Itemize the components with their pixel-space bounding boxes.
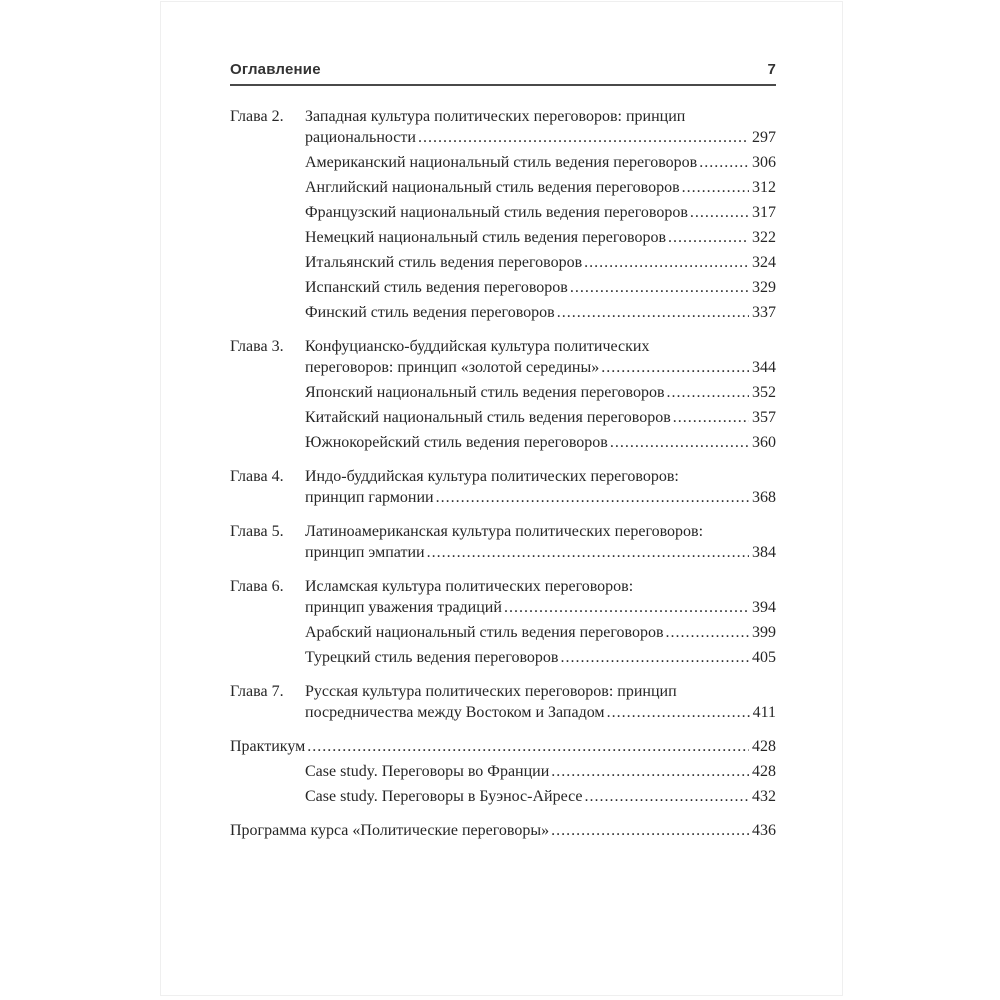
toc-entry-label [230,622,305,643]
toc-line [305,336,776,357]
toc-page-ref: 357 [752,409,776,426]
dot-leader [690,202,749,223]
dot-leader [682,177,749,198]
toc-line [230,820,776,841]
toc-entry [230,227,776,248]
toc-list [230,106,776,841]
toc-page-ref: 399 [752,624,776,641]
toc-entry-label: Глава 3. [230,338,284,355]
toc-entry-body [305,227,776,248]
toc-line-text: Латиноамериканская культура политических переговоров: [305,523,704,540]
dot-leader [436,487,749,508]
toc-entry [230,466,776,508]
toc-entry [230,521,776,563]
dot-leader [418,127,749,148]
toc-entry-body [305,681,776,723]
toc-entry-body [305,177,776,198]
toc-line-text: Программа курса «Политические переговоры» [230,822,550,839]
toc-entry [230,736,776,757]
toc-entry-label [230,786,305,807]
toc-entry [230,761,776,782]
toc-page-ref: 360 [752,434,776,451]
dot-leader [666,622,750,643]
toc-page-ref: 312 [752,179,776,196]
toc-line [305,227,776,248]
toc-line-text: Китайский национальный стиль ведения переговоров [305,409,671,426]
toc-page-ref: 344 [752,359,776,376]
toc-line [305,277,776,298]
toc-entry-label [230,302,305,323]
toc-line [305,521,776,542]
toc-entry-label [230,407,305,428]
toc-entry [230,681,776,723]
toc-page-ref: 384 [752,544,776,561]
toc-line [305,152,776,173]
dot-leader [668,227,749,248]
toc-entry-body [305,152,776,173]
toc-entry-body [305,466,776,508]
toc-line [305,702,776,723]
toc-entry-body [305,382,776,403]
toc-entry-body [305,106,776,148]
toc-page-ref: 405 [752,649,776,666]
toc-page-ref: 306 [752,154,776,171]
dot-leader [610,432,749,453]
dot-leader [557,302,749,323]
toc-entry [230,576,776,618]
toc-line-text: принцип гармонии [305,489,434,506]
toc-line-text: Японский национальный стиль ведения переговоров [305,384,665,401]
toc-entry [230,302,776,323]
dot-leader [504,597,749,618]
toc-entry [230,432,776,453]
toc-line [305,647,776,668]
page-header [230,62,776,86]
toc-entry [230,152,776,173]
toc-line-text: Арабский национальный стиль ведения переговоров [305,624,664,641]
toc-entry [230,647,776,668]
toc-entry-body [230,820,776,841]
dot-leader [584,786,749,807]
toc-entry-body [305,521,776,563]
toc-entry-label [230,177,305,198]
toc-line-text: Английский национальный стиль ведения переговоров [305,179,680,196]
dot-leader [601,357,749,378]
dot-leader [584,252,749,273]
toc-entry [230,622,776,643]
toc-entry-label [230,277,305,298]
toc-entry-label [230,382,305,403]
toc-page-ref: 428 [752,738,776,755]
toc-line-text: Американский национальный стиль ведения переговоров [305,154,698,171]
toc-line-text: Case study. Переговоры во Франции [305,763,550,780]
toc-entry [230,277,776,298]
dot-leader [570,277,749,298]
toc-line-text: Case study. Переговоры в Буэнос-Айресе [305,788,583,805]
toc-line-text: принцип эмпатии [305,544,425,561]
toc-line-text: Французский национальный стиль ведения переговоров [305,204,688,221]
toc-entry-label [230,252,305,273]
toc-line-text: Турецкий стиль ведения переговоров [305,649,559,666]
toc-entry [230,336,776,378]
dot-leader [667,382,750,403]
toc-line [305,466,776,487]
toc-page-ref: 394 [752,599,776,616]
toc-line [305,177,776,198]
toc-entry-label [230,152,305,173]
toc-page-ref: 368 [752,489,776,506]
dot-leader [673,407,749,428]
toc-entry-body [305,336,776,378]
toc-page-ref: 329 [752,279,776,296]
toc-line-text: Немецкий национальный стиль ведения переговоров [305,229,667,246]
toc-page-ref: 432 [752,788,776,805]
toc-page-ref: 324 [752,254,776,271]
dot-leader [699,152,749,173]
dot-leader [427,542,749,563]
toc-entry-label: Глава 4. [230,468,284,485]
toc-entry-label: Глава 7. [230,683,284,700]
toc-line [305,382,776,403]
toc-line-text: Индо-буддийская культура политических переговоров: [305,468,679,485]
toc-entry-body [305,786,776,807]
toc-entry [230,407,776,428]
toc-line [305,761,776,782]
page-number: 7 [767,61,776,78]
toc-entry-body [305,761,776,782]
toc-page-ref: 436 [752,822,776,839]
dot-leader [551,761,749,782]
toc-line-text: переговоров: принцип «золотой середины» [305,359,600,376]
toc-line-text: Испанский стиль ведения переговоров [305,279,568,296]
toc-page-ref: 411 [752,704,776,721]
dot-leader [551,820,749,841]
toc-entry [230,177,776,198]
page-title: Оглавление [230,61,321,78]
toc-line [305,432,776,453]
toc-entry-label: Глава 2. [230,108,284,125]
toc-entry [230,106,776,148]
toc-page-ref: 337 [752,304,776,321]
toc-entry-body [305,432,776,453]
toc-entry [230,786,776,807]
toc-line [305,252,776,273]
toc-line-text: посредничества между Востоком и Западом [305,704,605,721]
toc-line-text: Исламская культура политических переговоров: [305,578,634,595]
toc-entry-label [230,647,305,668]
toc-entry-body [305,407,776,428]
toc-line-text: Итальянский стиль ведения переговоров [305,254,583,271]
dot-leader [560,647,749,668]
toc-line-text: Южнокорейский стиль ведения переговоров [305,434,608,451]
toc-line [305,127,776,148]
toc-entry-body [305,622,776,643]
toc-line-text: принцип уважения традиций [305,599,502,616]
toc-line [305,786,776,807]
toc-line [305,407,776,428]
toc-line-text: Конфуцианско-буддийская культура политических [305,338,650,355]
toc-line-text: Русская культура политических переговоров: принцип [305,683,677,700]
toc-line [305,202,776,223]
toc-entry-label [230,432,305,453]
toc-entry-body [305,647,776,668]
page-content [230,62,776,841]
toc-line [305,302,776,323]
toc-entry-label [230,202,305,223]
toc-line [305,597,776,618]
dot-leader [607,702,750,723]
toc-entry-label: Глава 5. [230,523,284,540]
toc-entry [230,202,776,223]
toc-line-text: Западная культура политических переговоров: принцип [305,108,686,125]
toc-entry-body [305,277,776,298]
toc-page-ref: 317 [752,204,776,221]
toc-line [305,357,776,378]
dot-leader [307,736,749,757]
toc-line [305,622,776,643]
toc-line-text: Практикум [230,738,306,755]
toc-page-ref: 352 [752,384,776,401]
toc-line [305,487,776,508]
toc-line-text: рациональности [305,129,416,146]
toc-entry-body [305,576,776,618]
toc-line [305,542,776,563]
toc-page-ref: 322 [752,229,776,246]
toc-entry [230,252,776,273]
toc-entry-label: Глава 6. [230,578,284,595]
toc-entry-body [305,202,776,223]
toc-entry-body [230,736,776,757]
toc-entry [230,382,776,403]
toc-line [230,736,776,757]
toc-line [305,681,776,702]
toc-entry-label [230,227,305,248]
toc-page-ref: 297 [752,129,776,146]
toc-entry-body [305,252,776,273]
toc-entry-label [230,761,305,782]
toc-line-text: Финский стиль ведения переговоров [305,304,555,321]
toc-entry-body [305,302,776,323]
toc-entry [230,820,776,841]
toc-line [305,576,776,597]
toc-line [305,106,776,127]
toc-page-ref: 428 [752,763,776,780]
